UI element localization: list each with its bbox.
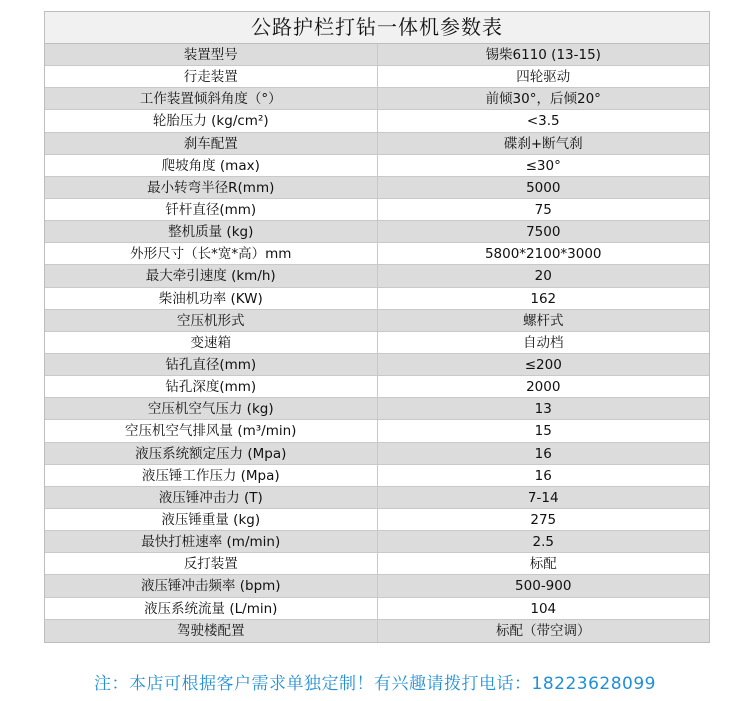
param-label: 液压锤冲击频率 (bpm): [45, 575, 378, 596]
param-label: 装置型号: [45, 44, 378, 65]
table-row: [45, 88, 709, 110]
table-row: [45, 288, 709, 310]
table-row: [45, 376, 709, 398]
param-value: ≤30°: [525, 157, 561, 174]
param-label: 最快打桩速率 (m/min): [45, 531, 378, 552]
param-value: 5800*2100*3000: [484, 246, 602, 263]
param-value: 7-14: [527, 489, 559, 506]
param-value: 标配: [529, 556, 557, 573]
param-value: 锡柴6110 (13-15): [485, 47, 601, 63]
table-row: [45, 265, 709, 287]
param-value: 75: [534, 201, 552, 218]
param-label: 柴油机功率 (KW): [45, 288, 378, 309]
param-label: 最小转弯半径R(mm): [45, 177, 378, 198]
param-value: 500-900: [515, 578, 572, 595]
param-label: 空压机空气排风量 (m³/min): [45, 420, 378, 441]
table-row: [45, 487, 709, 509]
table-row: [45, 531, 709, 553]
table-title: 公路护栏打钻一体机参数表: [45, 12, 709, 44]
spec-table: [44, 11, 710, 643]
param-value: 碟刹+断气刹: [503, 135, 583, 152]
param-label: 液压系统额定压力 (Mpa): [45, 443, 378, 464]
param-value: 275: [530, 511, 557, 528]
param-value: 16: [534, 445, 552, 462]
table-row: [45, 177, 709, 199]
table-row: [45, 509, 709, 531]
param-label: 轮胎压力 (kg/cm²): [45, 110, 378, 131]
table-row: [45, 575, 709, 597]
table-row: [45, 310, 709, 332]
param-value: ≤200: [524, 356, 562, 373]
param-label: 液压系统流量 (L/min): [45, 598, 378, 619]
param-label: 整机质量 (kg): [45, 221, 378, 242]
param-label: 液压锤工作压力 (Mpa): [45, 465, 378, 486]
table-row: [45, 155, 709, 177]
param-label: 钻孔直径(mm): [45, 354, 378, 375]
table-row: [45, 199, 709, 221]
param-label: 变速箱: [45, 332, 378, 353]
param-value: 13: [534, 401, 552, 418]
table-row: [45, 110, 709, 132]
param-value: 15: [534, 423, 552, 440]
table-row: [45, 398, 709, 420]
table-row: [45, 443, 709, 465]
param-value: 16: [534, 467, 552, 484]
param-label: 液压锤重量 (kg): [45, 509, 378, 530]
param-label: 反打装置: [45, 553, 378, 574]
param-value: 7500: [526, 224, 561, 241]
table-row: [45, 243, 709, 265]
param-value: 5000: [526, 179, 561, 196]
table-row: [45, 465, 709, 487]
param-label: 爬坡角度 (max): [45, 155, 378, 176]
param-value: <3.5: [526, 113, 560, 130]
param-value: 螺杆式: [523, 312, 564, 329]
table-row: [45, 332, 709, 354]
table-row: [45, 553, 709, 575]
param-label: 空压机形式: [45, 310, 378, 331]
table-row: [45, 133, 709, 155]
param-label: 刹车配置: [45, 133, 378, 154]
param-label: 外形尺寸（长*宽*高）mm: [45, 243, 378, 264]
table-row: [45, 598, 709, 620]
param-label: 钎杆直径(mm): [45, 199, 378, 220]
table-row: [45, 620, 709, 642]
table-row: [45, 354, 709, 376]
contact-note: 注：本店可根据客户需求单独定制！有兴趣请拨打电话：18223628099: [94, 674, 656, 694]
param-value: 四轮驱动: [516, 69, 571, 86]
param-label: 钻孔深度(mm): [45, 376, 378, 397]
param-label: 驾驶楼配置: [45, 620, 378, 642]
param-value: 20: [534, 268, 552, 285]
param-value: 前倾30°，后倾20°: [485, 91, 601, 108]
param-label: 液压锤冲击力 (T): [45, 487, 378, 508]
param-label: 空压机空气压力 (kg): [45, 398, 378, 419]
table-row: [45, 420, 709, 442]
table-row: [45, 221, 709, 243]
param-label: 行走装置: [45, 66, 378, 87]
param-value: 2.5: [532, 534, 554, 551]
param-value: 162: [530, 290, 557, 307]
param-value: 自动档: [523, 334, 564, 351]
param-value: 2000: [526, 379, 561, 396]
param-label: 工作装置倾斜角度（°）: [45, 88, 378, 109]
spec-rows: [45, 44, 709, 642]
param-value: 104: [530, 600, 557, 617]
param-label: 最大牵引速度 (km/h): [45, 265, 378, 286]
param-value: 标配（带空调）: [496, 622, 591, 639]
table-row: [45, 44, 709, 66]
table-row: [45, 66, 709, 88]
